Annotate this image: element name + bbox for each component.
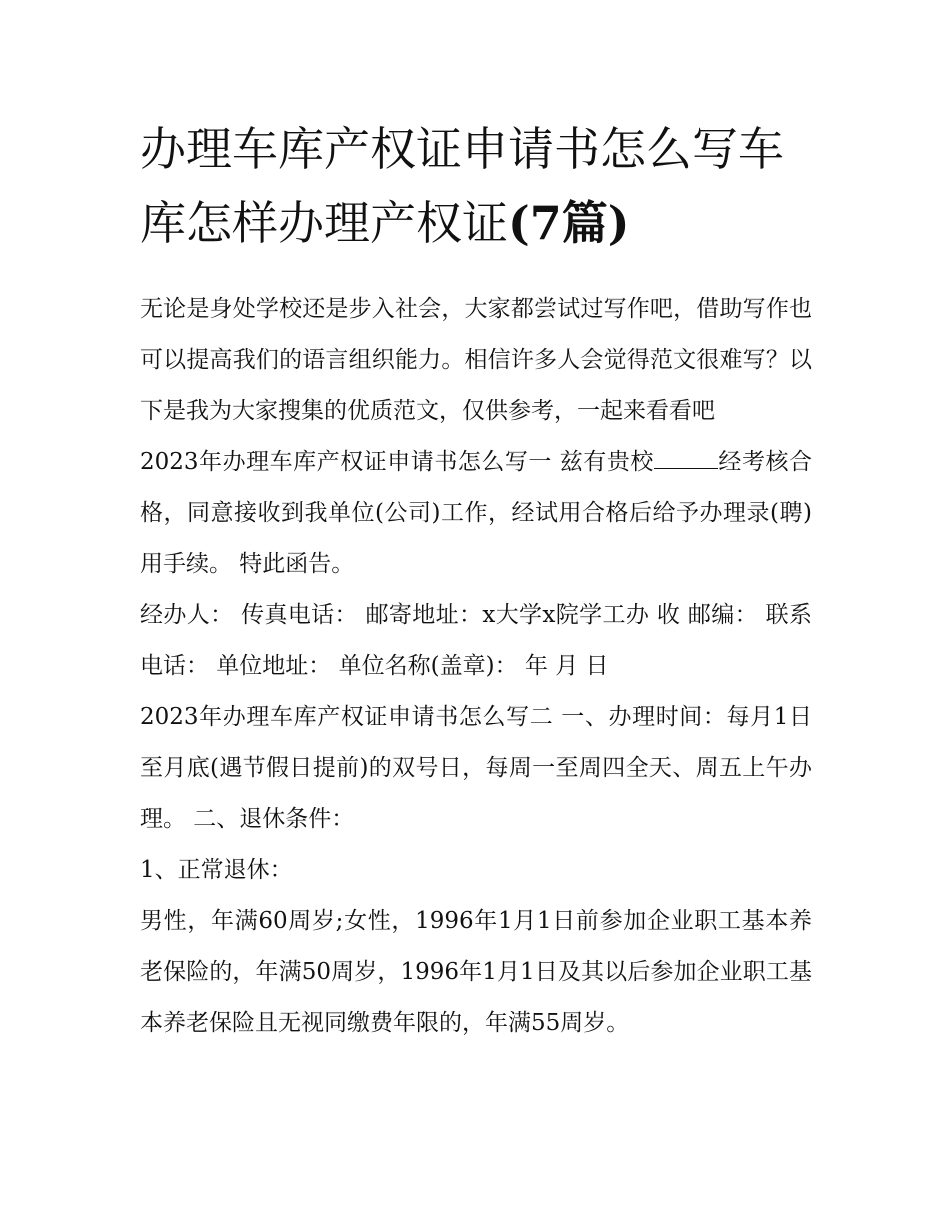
intro-paragraph: 无论是身处学校还是步入社会，大家都尝试过写作吧，借助写作也可以提高我们的语言组织能力。相信许多人会觉得范文很难写？以下是我为大家搜集的优质范文，仅供参考，一起来看看吧 (140, 296, 812, 424)
document-page (140, 112, 812, 1049)
section-1-text-before-blank: 2023年办理车库产权证申请书怎么写一 兹有贵校 (140, 449, 654, 475)
section-1-text-after-blank: 经考核合格，同意接收到我单位(公司)工作，经试用合格后给予办理录(聘)用手续。 特此函告。 (140, 449, 812, 577)
document-title (140, 112, 812, 260)
item-1-body: 男性，年满60周岁;女性，1996年1月1日前参加企业职工基本养老保险的，年满50周岁，1996年1月1日及其以后参加企业职工基本养老保险且无视同缴费年限的，年满55周岁。 (140, 908, 812, 1036)
contact-info-paragraph: 经办人： 传真电话： 邮寄地址：x大学x院学工办 收 邮编： 联系电话： 单位地址： 单位名称(盖章)： 年 月 日 (140, 602, 812, 679)
fill-in-blank (654, 448, 718, 469)
item-1-heading: 1、正常退休： (140, 857, 293, 883)
title-main-text: 办理车库产权证申请书怎么写车库怎样办理产权证 (140, 122, 784, 250)
section-2-paragraph: 2023年办理车库产权证申请书怎么写二 一、办理时间：每月1日至月底(遇节假日提前)的双号日，每周一至周四全天、周五上午办理。 二、退休条件： (140, 704, 812, 832)
title-count-text: (7篇) (508, 196, 630, 250)
section-1-paragraph (140, 437, 812, 590)
